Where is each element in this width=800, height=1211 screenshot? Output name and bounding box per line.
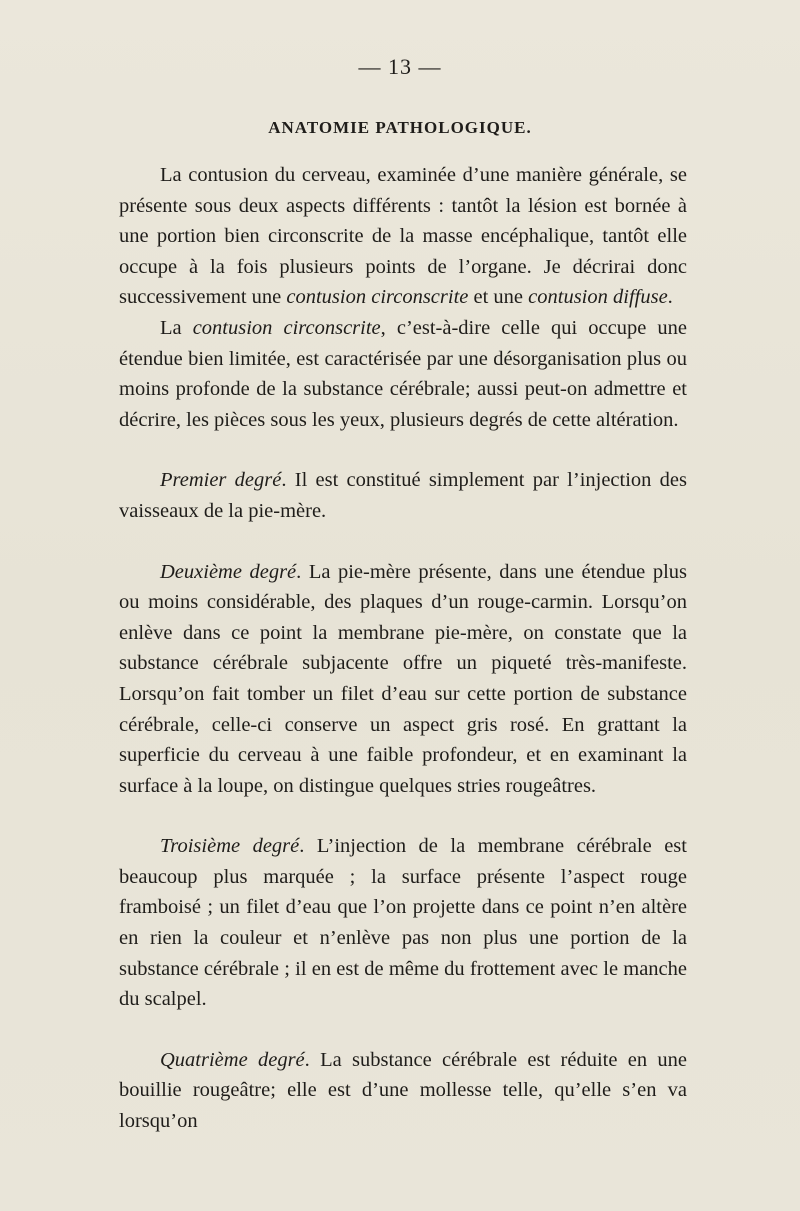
paragraph-intro	[119, 160, 687, 313]
text-segment: . La pie-mère présente, dans une étendue plus ou moins considérable, des plaques d’un rouge-carmin. Lorsqu’on enlève dans ce point la membrane pie-mère, on constate que la substance cérébrale subjacente offre un piqueté très-manifeste. Lorsqu’on fait tomber un filet d’eau sur cette portion de substance cérébrale, celle-ci conserve un aspect gris rosé. En grattant la superficie du cerveau à une faible profondeur, et en examinant la surface à la loupe, on distingue quelques stries rougeâtres.	[119, 560, 687, 797]
text-segment: , c’est-à-dire celle qui occupe une étendue bien limitée, est caractérisée par une désorganisation plus ou moins profonde de la substance cérébrale; aussi peut-on admettre et décrire, les pièces sous les yeux, plusieurs degrés de cette altération.	[119, 316, 687, 431]
text-segment: . Il est constitué simplement par l’injection des vaisseaux de la pie-mère.	[119, 469, 688, 522]
text-segment: La	[160, 316, 193, 339]
text-segment: La contusion du cerveau, examinée d’une manière générale, se présente sous deux aspects différents : tantôt la lésion est bornée à une portion bien circonscrite de la masse encéphalique, tantôt elle occupe à la fois plusieurs points de l’organe. Je décrirai donc successivement une	[119, 164, 687, 309]
paragraph-troisieme-degre	[119, 831, 687, 1015]
degree-heading: Quatrième degré	[160, 1048, 305, 1071]
running-head: ANATOMIE PATHOLOGIQUE.	[268, 118, 532, 137]
body-text	[119, 160, 687, 1137]
text-segment: . La substance cérébrale est réduite en une bouillie rougeâtre; elle est d’une mollesse telle, qu’elle s’en va lorsqu’on	[119, 1048, 687, 1133]
italic-term: contusion circonscrite	[286, 286, 469, 309]
italic-term: contusion diffuse	[528, 286, 668, 309]
degree-heading: Premier degré	[160, 469, 282, 492]
paragraph-quatrieme-degre	[119, 1045, 687, 1137]
italic-term: contusion circonscrite	[192, 316, 381, 339]
text-segment: .	[667, 286, 673, 309]
degree-heading: Troisième degré	[160, 835, 300, 858]
paragraph-deuxieme-degre	[119, 557, 687, 802]
page-number: — 13 —	[358, 54, 442, 79]
text-segment: et une	[468, 286, 529, 309]
paragraph-premier-degre	[119, 465, 687, 526]
degree-heading: Deuxième degré	[160, 560, 297, 583]
paragraph-contusion-circonscrite	[119, 313, 687, 435]
text-segment: . L’injection de la membrane cérébrale est beaucoup plus marquée ; la surface présente l’aspect rouge framboisé ; un filet d’eau que l’on projette dans ce point n’en altère en rien la couleur et n’enlève pas non plus une portion de la substance cérébrale ; il en est de même du frottement avec le manche du scalpel.	[119, 835, 687, 1011]
